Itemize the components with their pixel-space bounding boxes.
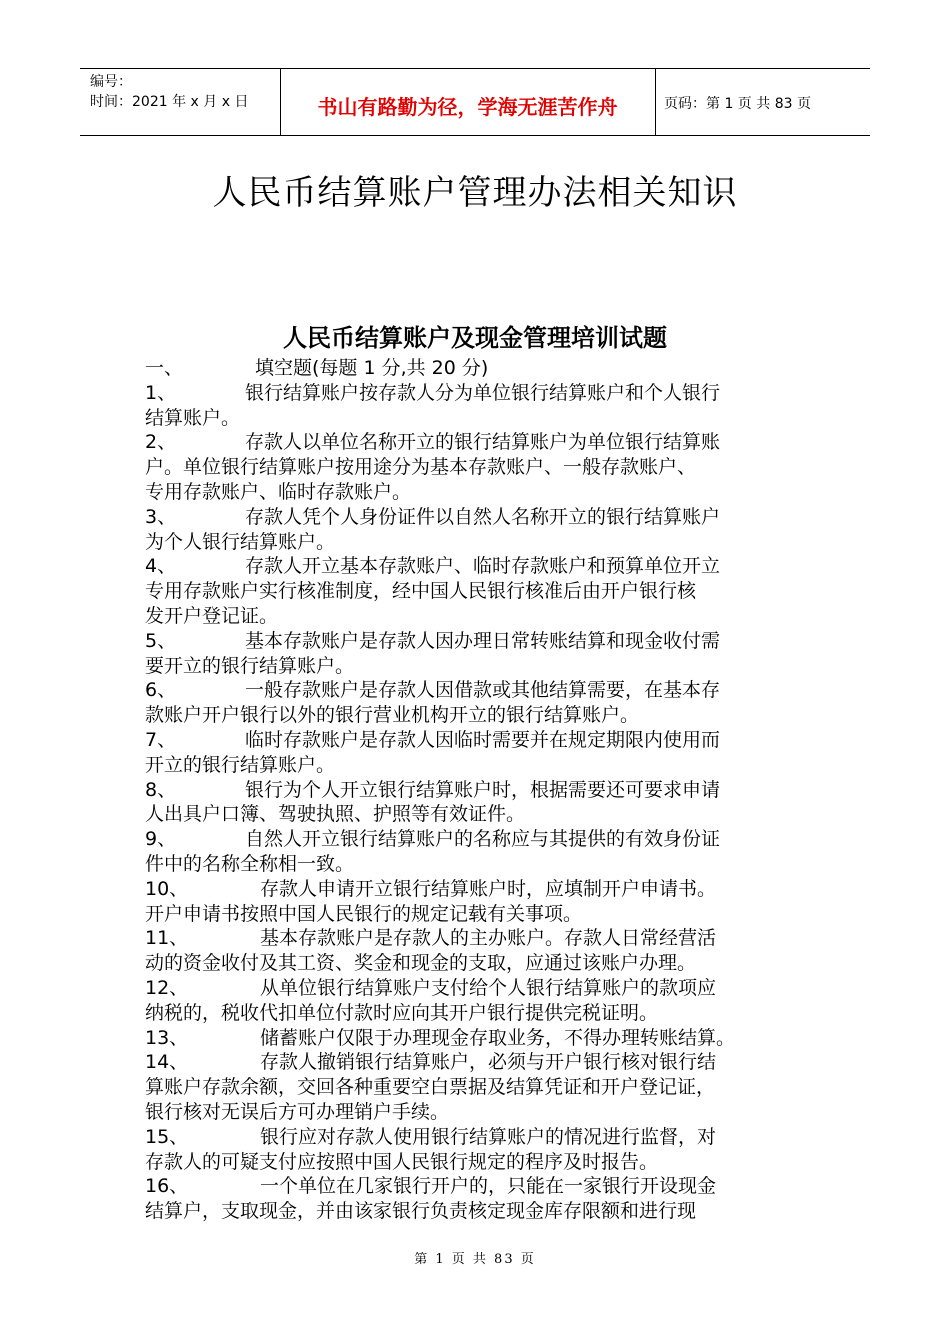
question-line <box>145 976 810 1001</box>
question-list <box>145 381 810 1224</box>
question-text: 算账户存款余额，交回各种重要空白票据及结算凭证和开户登记证， <box>145 1076 716 1099</box>
question-item <box>145 926 810 976</box>
question-text: 专用存款账户实行核准制度，经中国人民银行核准后由开户银行核 <box>145 580 697 603</box>
question-item <box>145 1050 810 1124</box>
question-number: 5、 <box>145 629 177 652</box>
question-text: 开立的银行结算账户。 <box>145 753 336 776</box>
question-number: 16、 <box>145 1175 189 1198</box>
question-line <box>145 604 810 629</box>
question-text: 人出具户口簿、驾驶执照、护照等有效证件。 <box>145 803 526 826</box>
question-item <box>145 430 810 504</box>
code-label: 编号： <box>90 74 132 90</box>
question-item <box>145 554 810 628</box>
question-line <box>145 579 810 604</box>
question-text: 自然人开立银行结算账户的名称应与其提供的有效身份证 <box>245 828 721 851</box>
question-text: 从单位银行结算账户支付给个人银行结算账户的款项应 <box>260 976 717 999</box>
question-line <box>145 877 810 902</box>
question-line <box>145 778 810 803</box>
question-text: 银行为个人开立银行结算账户时，根据需要还可要求申请 <box>245 778 721 801</box>
question-line <box>145 455 810 480</box>
question-line <box>145 852 810 877</box>
question-item <box>145 728 810 778</box>
question-line <box>145 1026 810 1051</box>
question-item <box>145 381 810 431</box>
question-line <box>145 480 810 505</box>
question-item <box>145 1174 810 1224</box>
question-number: 2、 <box>145 431 177 454</box>
question-number: 14、 <box>145 1051 189 1074</box>
question-line <box>145 753 810 778</box>
question-text: 银行结算账户按存款人分为单位银行结算账户和个人银行 <box>245 381 721 404</box>
question-text: 存款人以单位名称开立的银行结算账户为单位银行结算账 <box>245 431 721 454</box>
question-line <box>145 505 810 530</box>
question-line <box>145 951 810 976</box>
question-item <box>145 629 810 679</box>
question-text: 要开立的银行结算账户。 <box>145 654 355 677</box>
time-label: 时间：2021 年 x 月 x 日 <box>90 94 249 110</box>
question-text: 开户申请书按照中国人民银行的规定记载有关事项。 <box>145 902 583 925</box>
question-number: 10、 <box>145 877 189 900</box>
question-text: 结算账户。 <box>145 406 241 429</box>
question-line <box>145 902 810 927</box>
question-text: 一般存款账户是存款人因借款或其他结算需要，在基本存 <box>245 679 721 702</box>
document-subtitle: 人民币结算账户及现金管理培训试题 <box>283 324 667 352</box>
question-text: 件中的名称全称相一致。 <box>145 852 355 875</box>
question-line <box>145 678 810 703</box>
question-text: 基本存款账户是存款人的主办账户。存款人日常经营活 <box>260 927 717 950</box>
header-meta <box>90 72 248 112</box>
question-text: 存款人的可疑支付应按照中国人民银行规定的程序及时报告。 <box>145 1150 659 1173</box>
section-number: 一、 <box>145 357 184 379</box>
question-item <box>145 877 810 927</box>
question-line <box>145 728 810 753</box>
question-text: 为个人银行结算账户。 <box>145 530 336 553</box>
question-line <box>145 381 810 406</box>
header-page-info: 页码：第 1 页 共 83 页 <box>664 96 811 112</box>
question-text: 户。单位银行结算账户按用途分为基本存款账户、一般存款账户、 <box>145 456 697 479</box>
document-body <box>145 356 810 1224</box>
question-line <box>145 1050 810 1075</box>
question-number: 6、 <box>145 679 177 702</box>
question-text: 发开户登记证。 <box>145 604 279 627</box>
question-text: 存款人撤销银行结算账户，必须与开户银行核对银行结 <box>260 1051 717 1074</box>
section-text: 填空题(每题 1 分,共 20 分) <box>255 357 489 379</box>
question-item <box>145 1125 810 1175</box>
question-line <box>145 703 810 728</box>
question-text: 存款人开立基本存款账户、临时存款账户和预算单位开立 <box>245 555 721 578</box>
question-number: 12、 <box>145 976 189 999</box>
page-header <box>80 68 870 136</box>
question-line <box>145 554 810 579</box>
question-line <box>145 1150 810 1175</box>
question-item <box>145 827 810 877</box>
question-line <box>145 629 810 654</box>
header-motto: 书山有路勤为径，学海无涯苦作舟 <box>317 95 618 119</box>
question-line <box>145 1075 810 1100</box>
question-line <box>145 406 810 431</box>
question-text: 存款人申请开立银行结算账户时，应填制开户申请书。 <box>260 877 717 900</box>
question-text: 款账户开户银行以外的银行营业机构开立的银行结算账户。 <box>145 704 640 727</box>
question-text: 专用存款账户、临时存款账户。 <box>145 480 412 503</box>
question-text: 动的资金收付及其工资、奖金和现金的支取，应通过该账户办理。 <box>145 952 697 975</box>
question-text: 存款人凭个人身份证件以自然人名称开立的银行结算账户 <box>245 505 721 528</box>
question-number: 9、 <box>145 828 177 851</box>
question-number: 7、 <box>145 728 177 751</box>
question-line <box>145 1100 810 1125</box>
question-line <box>145 1174 810 1199</box>
question-number: 4、 <box>145 555 177 578</box>
question-text: 纳税的，税收代扣单位付款时应向其开户银行提供完税证明。 <box>145 1001 659 1024</box>
question-item <box>145 505 810 555</box>
question-line <box>145 654 810 679</box>
page-footer: 第 1 页 共 83 页 <box>414 1252 536 1267</box>
question-text: 储蓄账户仅限于办理现金存取业务，不得办理转账结算。 <box>260 1026 736 1049</box>
question-line <box>145 926 810 951</box>
question-number: 13、 <box>145 1026 189 1049</box>
question-text: 银行核对无误后方可办理销户手续。 <box>145 1100 450 1123</box>
question-line <box>145 430 810 455</box>
question-text: 银行应对存款人使用银行结算账户的情况进行监督，对 <box>260 1125 717 1148</box>
section-heading <box>145 356 810 381</box>
question-number: 15、 <box>145 1125 189 1148</box>
question-item <box>145 1026 810 1051</box>
question-item <box>145 778 810 828</box>
question-item <box>145 678 810 728</box>
question-number: 8、 <box>145 778 177 801</box>
question-line <box>145 827 810 852</box>
question-number: 11、 <box>145 927 189 950</box>
document-title: 人民币结算账户管理办法相关知识 <box>212 173 738 213</box>
question-number: 1、 <box>145 381 177 404</box>
question-line <box>145 1125 810 1150</box>
question-text: 结算户，支取现金，并由该家银行负责核定现金库存限额和进行现 <box>145 1200 697 1223</box>
question-line <box>145 1001 810 1026</box>
question-line <box>145 1199 810 1224</box>
question-item <box>145 976 810 1026</box>
header-divider <box>655 69 656 135</box>
question-number: 3、 <box>145 505 177 528</box>
question-text: 基本存款账户是存款人因办理日常转账结算和现金收付需 <box>245 629 721 652</box>
question-line <box>145 530 810 555</box>
question-line <box>145 802 810 827</box>
question-text: 一个单位在几家银行开户的，只能在一家银行开设现金 <box>260 1175 717 1198</box>
question-text: 临时存款账户是存款人因临时需要并在规定期限内使用而 <box>245 728 721 751</box>
